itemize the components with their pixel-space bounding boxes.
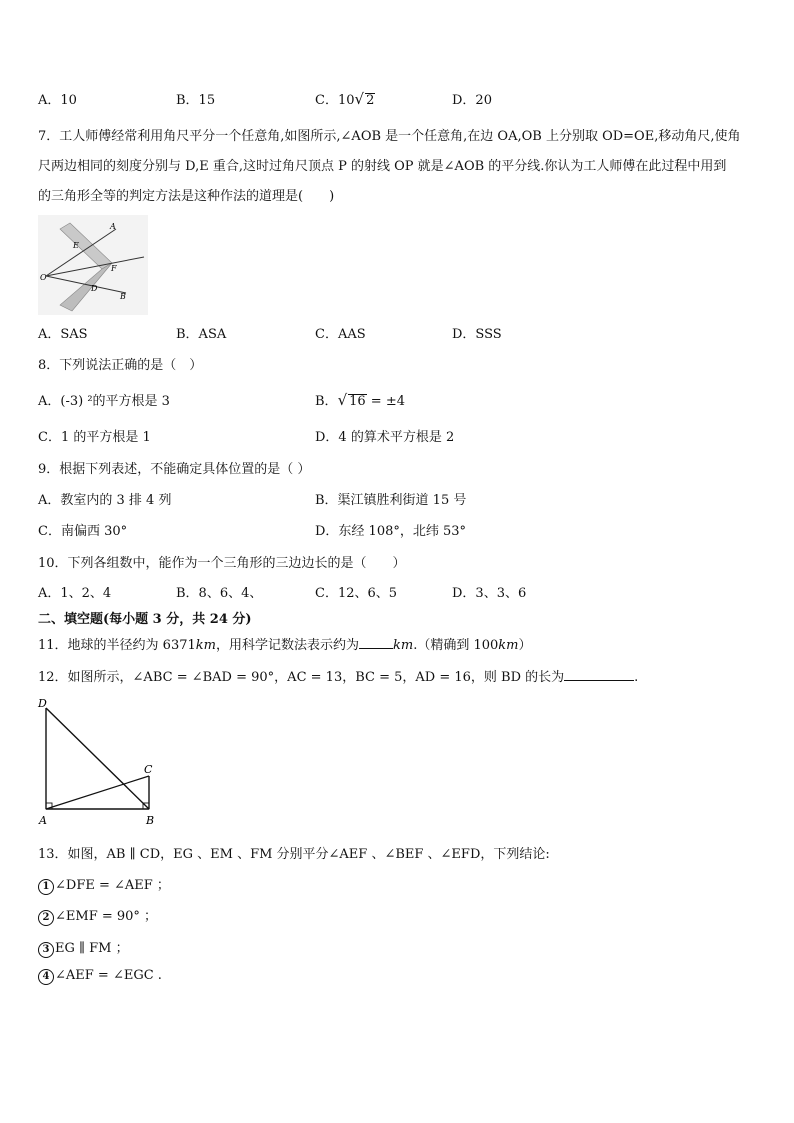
q11-unit-3: km [498,638,519,653]
q8-option-b-prefix: B． [315,394,338,409]
q12-label-d: D [38,697,47,710]
q7-label-o: O [40,273,47,282]
q13-item-1 [38,874,170,895]
sqrt-symbol: √ [337,391,348,409]
q7-label-b: B [120,292,126,301]
q9-option-b: B．渠江镇胜利街道 15 号 [315,493,467,508]
q11-answer-blank[interactable] [359,636,393,649]
q8-option-b [315,390,405,409]
q13-item-2-number: 2 [38,910,54,926]
q13-item-3 [38,937,129,958]
q8-option-d: D．4 的算术平方根是 2 [315,430,455,445]
q6-option-c-prefix: C．10 [315,93,355,108]
q10-option-d: D．3、3、6 [452,586,527,601]
q6-option-c-radicand: 2 [366,93,375,108]
q7-line2: 尺两边相同的刻度分别与 D,E 重合,这时过角尺顶点 P 的射线 OP 就是∠AOB 的平分线.你认为工人师傅在此过程中用到 [38,159,727,174]
q13-item-2-text: ∠EMF = 90° ； [55,909,158,924]
q8-option-a: A．(-3) ²的平方根是 3 [38,394,170,409]
q11-part2: ，用科学记数法表示约为 [215,638,359,653]
q13-item-4-number: 4 [38,969,54,985]
q6-option-b: B．15 [176,93,216,108]
q7-line1: 7．工人师傅经常利用角尺平分一个任意角,如图所示,∠AOB 是一个任意角,在边 OA,OB 上分别取 OD=OE,移动角尺,使角 [38,129,741,144]
q10-option-c: C．12、6、5 [315,586,398,601]
q13-stem: 13．如图，AB ∥ CD，EG 、EM 、FM 分别平分∠AEF 、∠BEF 、∠EFD，下列结论: [38,847,550,862]
q12-label-c: C [144,763,153,776]
q11-part4: ） [518,638,532,653]
q6-option-d: D．20 [452,93,492,108]
q7-angle-figure [38,215,148,315]
q11-part3: .（精确到 100 [413,638,499,653]
q13-item-1-number: 1 [38,879,54,895]
q10-stem: 10．下列各组数中，能作为一个三角形的三边边长的是（ ） [38,556,406,571]
q7-label-f: F [111,264,117,273]
q8-option-c: C．1 的平方根是 1 [38,430,151,445]
q11-text [38,634,532,653]
q9-stem: 9．根据下列表述，不能确定具体位置的是（ ） [38,462,311,477]
q7-option-d: D．SSS [452,327,502,342]
q12-triangle-figure [36,696,166,830]
q10-option-b: B．8、6、4、 [176,586,263,601]
q9-option-c: C．南偏西 30° [38,524,128,539]
q13-item-1-text: ∠DFE = ∠AEF ； [55,878,170,893]
q7-label-e: E [73,241,79,250]
q9-option-d: D．东经 108°，北纬 53° [315,524,467,539]
q9-option-a: A．教室内的 3 排 4 列 [38,493,172,508]
q8-option-b-suffix: = ±4 [366,394,405,409]
q10-option-a: A．1、2、4 [38,586,112,601]
q13-item-3-text: EG ∥ FM ； [55,941,129,956]
q13-item-2 [38,905,157,926]
q11-part1: 11．地球的半径约为 6371 [38,638,196,653]
q13-item-4 [38,968,162,985]
q12-label-b: B [146,814,155,827]
q12-end: . [634,670,639,685]
q11-unit-2: km [393,638,414,653]
section-heading: 二、填空题(每小题 3 分，共 24 分) [38,612,252,627]
q7-option-c: C．AAS [315,327,366,342]
q7-label-d: D [91,284,98,293]
q12-stem: 12．如图所示，∠ABC = ∠BAD = 90°，AC = 13，BC = 5，AD = 16，则 BD 的长为 [38,670,565,685]
q12-label-a: A [39,814,47,827]
q8-stem: 8．下列说法正确的是（ ） [38,358,203,373]
q7-line3: 的三角形全等的判定方法是这种作法的道理是( ) [38,189,335,204]
q12-text [38,666,638,685]
q12-answer-blank[interactable] [564,668,634,681]
q7-label-a: A [110,222,116,231]
q7-option-b: B．ASA [176,327,227,342]
q8-option-b-radicand: 16 [349,394,366,409]
q7-option-a: A．SAS [38,327,88,342]
sqrt-symbol: √ [354,90,365,108]
q11-unit: km [195,638,216,653]
q6-option-a: A．10 [38,93,77,108]
q13-item-3-number: 3 [38,942,54,958]
q6-option-c [315,89,375,108]
q13-item-4-text: ∠AEF = ∠EGC . [55,968,162,983]
